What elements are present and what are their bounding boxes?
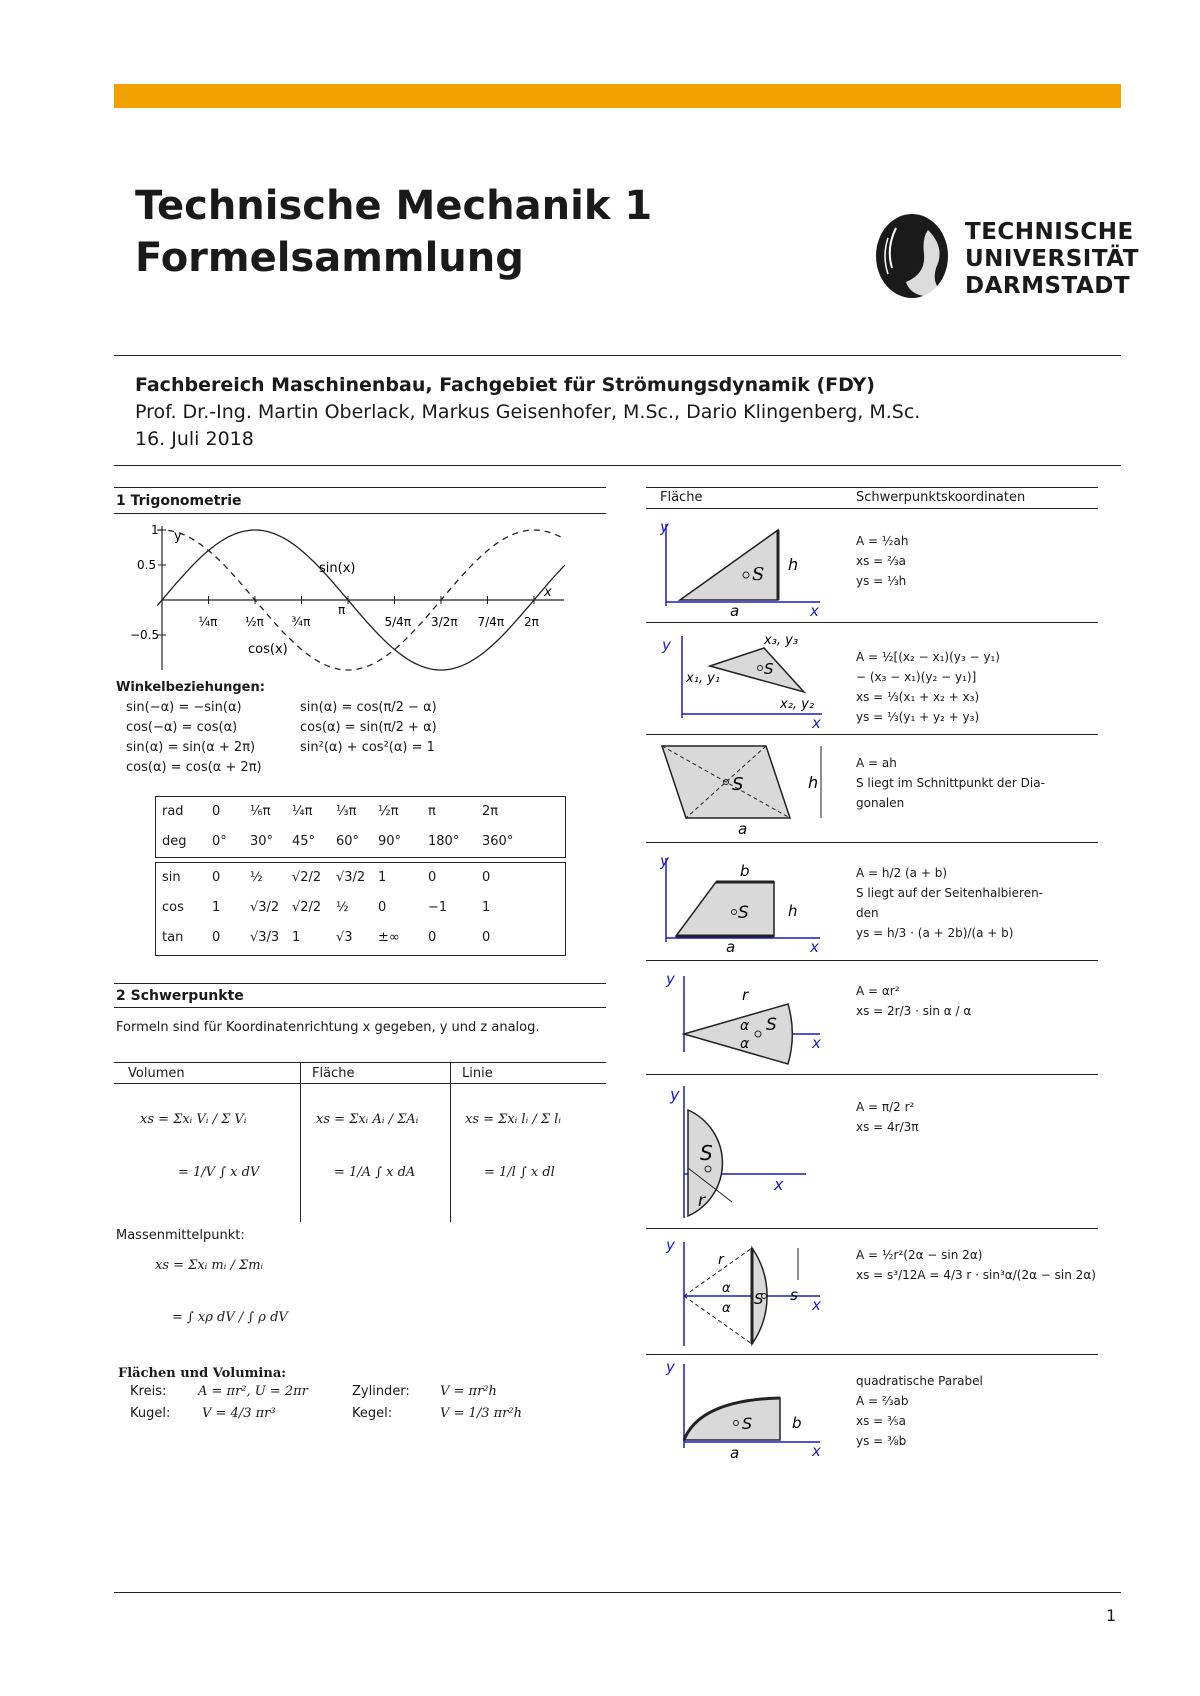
centroid-formula: A = π/2 r² xyxy=(856,1100,915,1114)
centroid-formula: A = ½ah xyxy=(856,534,909,548)
svg-text:y: y xyxy=(666,970,675,988)
table-cell-deg: deg xyxy=(162,834,187,849)
formula-volume-integral: = 1/V ∫ x dV xyxy=(178,1165,260,1180)
figure-segment xyxy=(660,1236,840,1356)
authors: Prof. Dr.-Ing. Martin Oberlack, Markus Geisenhofer, M.Sc., Dario Klingenberg, M.Sc. xyxy=(135,401,921,423)
svg-text:y: y xyxy=(670,1085,680,1104)
figure-semicircle xyxy=(656,1082,826,1222)
table-cell-cos: √2/2 xyxy=(292,900,322,915)
centroid-formula: xs = 4r/3π xyxy=(856,1120,919,1134)
formula-line-sum: xs = Σxᵢ lᵢ / Σ lᵢ xyxy=(465,1112,561,1127)
svg-text:α: α xyxy=(740,1018,750,1034)
svg-text:b: b xyxy=(792,1414,802,1432)
mass-heading: Massenmittelpunkt: xyxy=(116,1228,245,1243)
centroid-formula: A = ah xyxy=(856,756,897,770)
axis-label-y: y xyxy=(174,529,182,544)
svg-text:x: x xyxy=(812,1034,821,1052)
svg-text:h: h xyxy=(788,902,798,920)
table-cell-deg: 360° xyxy=(482,834,514,849)
figure-triangle-right xyxy=(660,518,830,618)
table-cell-tan: √3 xyxy=(336,930,353,945)
centroid-formula: A = αr² xyxy=(856,984,900,998)
table-cell-sin: √3/2 xyxy=(336,870,366,885)
table-cell-rad: ¼π xyxy=(292,804,313,819)
accent-bar xyxy=(114,84,1121,108)
university-name: TECHNISCHE UNIVERSITÄT DARMSTADT xyxy=(965,219,1139,299)
x-tick-label: ¾π xyxy=(291,615,311,629)
x-tick-label: 2π xyxy=(524,615,539,629)
table-cell-rad: 0 xyxy=(212,804,221,819)
formula-area-integral: = 1/A ∫ x dA xyxy=(334,1165,416,1180)
centroid-formula: gonalen xyxy=(856,796,905,810)
title-line-1: Technische Mechanik 1 xyxy=(135,183,653,229)
formula-volume-sum: xs = Σxᵢ Vᵢ / Σ Vᵢ xyxy=(140,1112,247,1127)
centroid-formula: xs = ⅗a xyxy=(856,1414,907,1428)
row-divider xyxy=(646,1228,1098,1229)
svg-text:y: y xyxy=(660,852,669,870)
relations-heading: Winkelbeziehungen: xyxy=(116,680,265,695)
centroid-formula: A = ⅔ab xyxy=(856,1394,909,1408)
page-number: 1 xyxy=(1106,1606,1117,1625)
figure-triangle-general xyxy=(652,630,832,730)
table-cell-cos: √3/2 xyxy=(250,900,280,915)
centroid-formula: ys = ⅓h xyxy=(856,574,907,588)
svg-text:x: x xyxy=(812,1296,821,1314)
col-head-volume: Volumen xyxy=(128,1066,185,1081)
svg-text:r: r xyxy=(718,1252,724,1268)
table-cell-cos: −1 xyxy=(428,900,448,915)
svg-text:α: α xyxy=(722,1301,731,1316)
document-meta xyxy=(135,372,920,453)
svg-text:x₃, y₃: x₃, y₃ xyxy=(764,633,799,648)
formula-mass-sum: xs = Σxᵢ mᵢ / Σmᵢ xyxy=(155,1258,264,1273)
table-cell-rad: ⅓π xyxy=(336,804,357,819)
svg-text:a: a xyxy=(726,938,736,954)
y-tick-label: −0.5 xyxy=(130,628,160,642)
university-logo-icon xyxy=(866,208,958,308)
table-cell-tan: √3/3 xyxy=(250,930,280,945)
divider xyxy=(114,465,1121,466)
figure-parallelogram xyxy=(658,738,838,836)
table-cell-tan: 1 xyxy=(292,930,301,945)
right-col-head-centroid: Schwerpunktskoordinaten xyxy=(856,490,1026,505)
svg-text:S: S xyxy=(732,774,744,795)
shape-kreis: Kreis: xyxy=(130,1384,167,1399)
relations-right: sin(α) = cos(π/2 − α) cos(α) = sin(π/2 + α) sin²(α) + cos²(α) = 1 xyxy=(300,700,437,755)
table-cell-tan: 0 xyxy=(212,930,221,945)
svg-text:x: x xyxy=(774,1175,784,1194)
svg-text:α: α xyxy=(722,1281,731,1296)
table-cell-rad: π xyxy=(428,804,436,819)
x-tick-label: 3/2π xyxy=(431,615,458,629)
table-cell-cos: cos xyxy=(162,900,184,915)
x-tick-label: 5/4π xyxy=(384,615,412,629)
centroid-formula: xs = ⅓(x₁ + x₂ + x₃) xyxy=(856,690,980,704)
table-cell-rad: ½π xyxy=(378,804,399,819)
table-cell-tan: 0 xyxy=(428,930,437,945)
col-head-area: Fläche xyxy=(312,1066,355,1081)
centroid-formula: A = h/2 (a + b) xyxy=(856,866,948,880)
trig-plot xyxy=(114,520,574,675)
label-sin: sin(x) xyxy=(319,561,356,576)
svg-text:x: x xyxy=(812,714,821,730)
section-heading-trig: 1 Trigonometrie xyxy=(116,493,242,509)
formula-area-sum: xs = Σxᵢ Aᵢ / ΣAᵢ xyxy=(316,1112,419,1127)
shape-zylinder: Zylinder: xyxy=(352,1384,410,1399)
table-cell-tan: 0 xyxy=(482,930,491,945)
figure-trapezoid xyxy=(660,852,830,954)
page-title xyxy=(135,180,652,284)
row-divider xyxy=(646,842,1098,843)
centroid-formula: xs = ⅔a xyxy=(856,554,907,568)
shape-kugel: Kugel: xyxy=(130,1406,171,1421)
centroid-formula: ys = ⅜b xyxy=(856,1434,907,1448)
y-tick-label: 1 xyxy=(151,523,159,537)
table-cell-cos: ½ xyxy=(336,900,349,915)
svg-text:a: a xyxy=(730,602,740,618)
table-cell-sin: ½ xyxy=(250,870,263,885)
figure-parabola xyxy=(660,1358,830,1458)
svg-text:r: r xyxy=(698,1191,705,1211)
svg-text:y: y xyxy=(660,518,669,536)
svg-text:h: h xyxy=(788,555,799,574)
svg-text:a: a xyxy=(738,820,748,836)
table-cell-rad: rad xyxy=(162,804,184,819)
table-cell-deg: 45° xyxy=(292,834,316,849)
svg-text:S: S xyxy=(742,1414,753,1433)
svg-text:S: S xyxy=(700,1141,713,1165)
centroid-formula: xs = s³/12A = 4/3 r · sin³α/(2α − sin 2α) xyxy=(856,1268,1096,1282)
svg-text:y: y xyxy=(666,1236,675,1254)
table-cell-cos: 1 xyxy=(482,900,491,915)
svg-text:x₁, y₁: x₁, y₁ xyxy=(686,671,721,686)
table-cell-sin: 0 xyxy=(428,870,437,885)
svg-text:y: y xyxy=(662,636,671,654)
department: Fachbereich Maschinenbau, Fachgebiet für Strömungsdynamik (FDY) xyxy=(135,374,875,396)
table-cell-deg: 30° xyxy=(250,834,274,849)
table-cell-deg: 90° xyxy=(378,834,402,849)
col-head-line: Linie xyxy=(462,1066,493,1081)
centroid-formula: den xyxy=(856,906,879,920)
table-cell-tan: tan xyxy=(162,930,184,945)
centroid-formula: ys = ⅓(y₁ + y₂ + y₃) xyxy=(856,710,980,724)
figure-sector xyxy=(660,968,830,1068)
row-divider xyxy=(646,734,1098,735)
table-cell-deg: 180° xyxy=(428,834,460,849)
centroid-formula: xs = 2r/3 · sin α / α xyxy=(856,1004,972,1018)
table-cell-sin: 1 xyxy=(378,870,387,885)
table-cell-cos: 0 xyxy=(378,900,387,915)
x-tick-label: ½π xyxy=(245,615,264,629)
x-tick-label: ¼π xyxy=(198,615,218,629)
centroid-formula: S liegt auf der Seitenhalbieren- xyxy=(856,886,1044,900)
svg-text:S: S xyxy=(764,660,774,678)
label-cos: cos(x) xyxy=(248,642,288,657)
svg-text:S: S xyxy=(766,1015,777,1035)
svg-text:b: b xyxy=(740,862,750,880)
svg-text:s: s xyxy=(790,1286,798,1304)
date: 16. Juli 2018 xyxy=(135,428,254,450)
centroid-formula: A = ½[(x₂ − x₁)(y₃ − y₁) xyxy=(856,650,1000,664)
centroid-formula: A = ½r²(2α − sin 2α) xyxy=(856,1248,983,1262)
centroid-formula: − (x₃ − x₁)(y₂ − y₁)] xyxy=(856,670,977,684)
centroid-formula: quadratische Parabel xyxy=(856,1374,983,1388)
table-cell-tan: ±∞ xyxy=(378,930,400,945)
svg-text:S: S xyxy=(752,564,765,585)
shape-kegel: Kegel: xyxy=(352,1406,393,1421)
centroid-note: Formeln sind für Koordinatenrichtung x gegeben, y und z analog. xyxy=(116,1020,540,1035)
svg-text:r: r xyxy=(742,986,749,1004)
svg-text:h: h xyxy=(808,773,819,792)
svg-text:y: y xyxy=(666,1358,675,1376)
svg-text:x₂, y₂: x₂, y₂ xyxy=(780,697,815,712)
table-cell-deg: 60° xyxy=(336,834,360,849)
svg-text:S: S xyxy=(754,1290,764,1308)
svg-text:α: α xyxy=(740,1036,750,1052)
table-cell-sin: 0 xyxy=(482,870,491,885)
title-line-2: Formelsammlung xyxy=(135,235,524,281)
row-divider xyxy=(646,622,1098,623)
table-cell-cos: 1 xyxy=(212,900,221,915)
svg-text:x: x xyxy=(810,602,819,618)
table-cell-deg: 0° xyxy=(212,834,227,849)
section-heading-centroids: 2 Schwerpunkte xyxy=(116,988,244,1004)
x-tick-label: 7/4π xyxy=(477,615,505,629)
svg-text:S: S xyxy=(738,903,749,923)
svg-text:a: a xyxy=(730,1444,740,1458)
formula-line-integral: = 1/l ∫ x dl xyxy=(484,1165,555,1180)
svg-text:x: x xyxy=(812,1442,821,1458)
centroid-formula: ys = h/3 · (a + 2b)/(a + b) xyxy=(856,926,1014,940)
table-cell-rad: ⅙π xyxy=(250,804,271,819)
axis-label-x: x xyxy=(544,585,552,600)
row-divider xyxy=(646,1074,1098,1075)
table-cell-sin: 0 xyxy=(212,870,221,885)
footer-divider xyxy=(114,1592,1121,1593)
centroid-formula: S liegt im Schnittpunkt der Dia- xyxy=(856,776,1045,790)
relations-left: sin(−α) = −sin(α) cos(−α) = cos(α) sin(α) = sin(α + 2π) cos(α) = cos(α + 2π) xyxy=(126,700,262,775)
y-tick-label: 0.5 xyxy=(137,558,157,572)
table-cell-rad: 2π xyxy=(482,804,499,819)
table-cell-sin: sin xyxy=(162,870,181,885)
x-tick-label: π xyxy=(338,603,346,617)
svg-text:x: x xyxy=(810,938,819,954)
volumes-heading: Flächen und Volumina: xyxy=(118,1366,287,1381)
formula-mass-integral: = ∫ xρ dV / ∫ ρ dV xyxy=(172,1310,288,1325)
divider xyxy=(114,355,1121,356)
row-divider xyxy=(646,960,1098,961)
table-cell-sin: √2/2 xyxy=(292,870,322,885)
right-col-head-area: Fläche xyxy=(660,490,703,505)
